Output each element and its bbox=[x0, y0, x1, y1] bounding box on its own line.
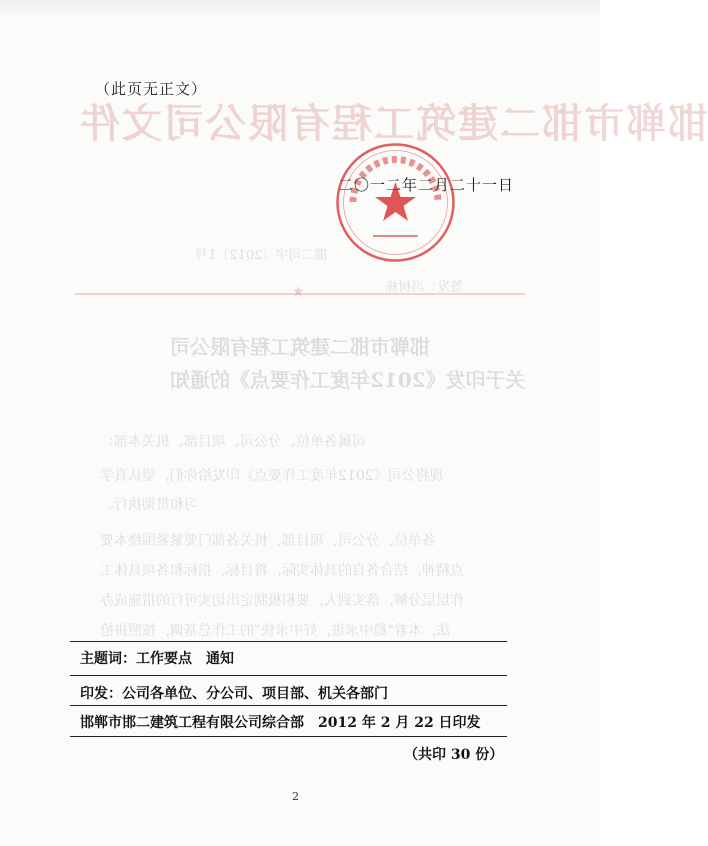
bleed-through-heading: 邯郸市邯二建筑工程有限公司 bbox=[170, 335, 430, 359]
scan-edge bbox=[0, 0, 600, 18]
distribution-value: 公司各单位、分公司、项目部、机关各部门 bbox=[122, 686, 388, 702]
keywords-label: 主题词： bbox=[80, 651, 136, 667]
bleed-through-body: 各单位、分公司、项目部、机关各部门要紧紧围绕本要 bbox=[100, 533, 436, 549]
bleed-through-body: 作层层分解，落实到人，要积极制定出切实可行的措施成办 bbox=[100, 593, 464, 609]
bleed-through-letterhead: 邯郸市邯二建筑工程有限公司文件 bbox=[78, 100, 708, 147]
bleed-through-body: 法，本着“稳中求进，好中求快”的工作总基调，按照拼抢 bbox=[100, 623, 451, 639]
bleed-through-heading: 关于印发《2012年度工作要点》的通知 bbox=[170, 368, 526, 392]
issuer-row: 邯郸市邯二建筑工程有限公司综合部 2012 年 2 月 22 日印发 bbox=[80, 715, 481, 731]
divider-keywords bbox=[70, 675, 507, 676]
distribution-row bbox=[80, 683, 388, 703]
distribution-label: 印发： bbox=[80, 686, 122, 702]
bleed-through-body: 现将公司《2012年度工作要点》印发给你们，望认真学 bbox=[100, 468, 444, 484]
copies-count: （共印 30 份） bbox=[404, 747, 504, 763]
divider-top bbox=[70, 641, 507, 642]
bleed-through-body: 习和贯彻执行。 bbox=[100, 497, 198, 513]
bleed-through-body: 司属各单位、分公司、项目部、机关本部： bbox=[100, 434, 366, 450]
page-number: 2 bbox=[292, 790, 299, 803]
company-seal-icon bbox=[333, 140, 458, 265]
document-date: 二〇一二年二月二十一日 bbox=[338, 176, 515, 194]
bleed-through-body: 点精神，结合各自的具体实际，将目标、指标和各项具体工 bbox=[100, 563, 464, 579]
divider-distribution bbox=[70, 705, 507, 706]
keywords-value: 工作要点 通知 bbox=[136, 651, 234, 667]
bleed-through-signer: 签发：冯树栋 bbox=[385, 280, 464, 295]
bleed-through-docno: 邯二司字〔2012〕1号 bbox=[195, 248, 328, 263]
keywords-row bbox=[80, 648, 234, 668]
divider-bottom bbox=[70, 736, 507, 737]
no-body-note: （此页无正文） bbox=[95, 80, 208, 98]
bleed-through-star-icon: ★ bbox=[292, 284, 305, 300]
